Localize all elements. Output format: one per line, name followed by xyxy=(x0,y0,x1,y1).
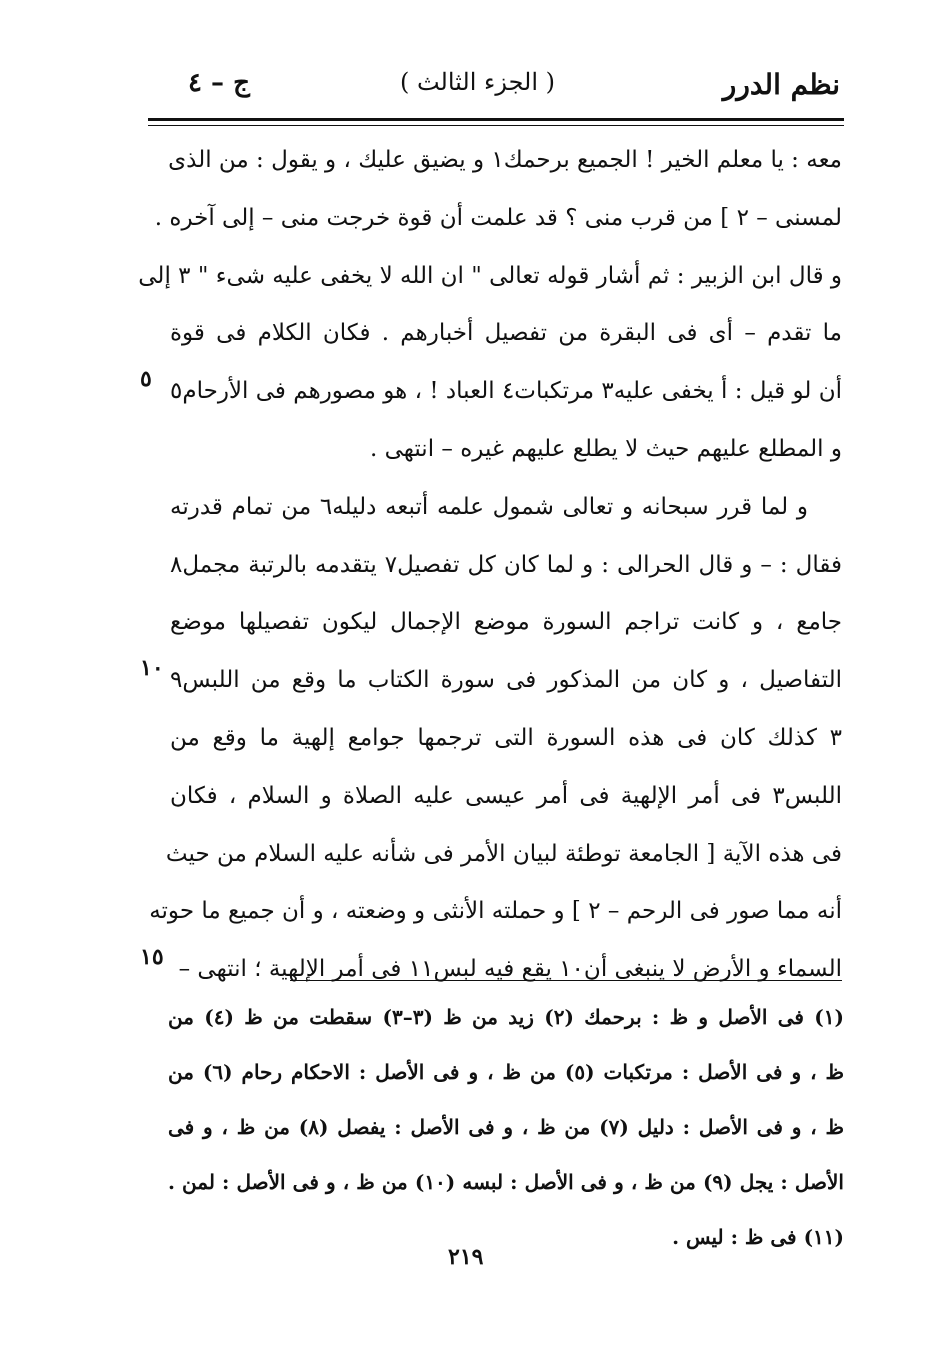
footnote-line: ظ ، و فى الأصل : دليل (٧) من ظ ، و فى الأصل : يفصل (٨) من ظ ، و فى xyxy=(168,1115,844,1139)
text-line: معه : يا معلم الخير ! الجميع برحمك١ و يضيق عليك ، و يقول : من الذى xyxy=(168,147,842,173)
page-number: ٢١٩ xyxy=(448,1244,484,1270)
text-line: اللبس٣ فى أمر الإلهية فى أمر عيسى عليه الصلاة و السلام ، فكان xyxy=(170,782,842,809)
footnote-line: (١١) فى ظ : ليس . xyxy=(672,1225,844,1249)
line-number: ٥ xyxy=(140,366,152,392)
text-line: و قال ابن الزبير : ثم أشار قوله تعالى " ان الله لا يخفى عليه شىء " ٣ إلى xyxy=(138,262,842,289)
text-line: لمسنى – ٢ ] من قرب منى ؟ قد علمت أن قوة خرجت منى – إلى آخره . xyxy=(154,204,842,231)
text-line: ما تقدم – أى فى البقرة من تفصيل أخبارهم . فكان الكلام فى قوة xyxy=(170,320,842,347)
text-line: ٣ كذلك كان فى هذه السورة التى ترجمها جوامع إلهية ما وقع من xyxy=(170,724,842,751)
footnotes xyxy=(168,990,844,1265)
book-title: نظم الدرر xyxy=(722,68,840,101)
header-rule-thin xyxy=(148,125,844,126)
text-line: فى هذه الآية [ الجامعة توطئة لبيان الأمر فى شأنه عليه السلام من حيث xyxy=(165,840,842,867)
text-line: و لما قرر سبحانه و تعالى شمول علمه أتبعه دليله٦ من تمام قدرته xyxy=(170,493,808,520)
line-number: ١٠ xyxy=(140,655,164,681)
footnote-line: (١) فى الأصل و ظ : برحمك (٢) زيد من ظ (٣–٣) سقطت من ظ (٤) من xyxy=(168,1005,844,1029)
footnote-line: ظ ، و فى الأصل : مرتكبات (٥) من ظ ، و فى الأصل : الاحكام رحام (٦) من xyxy=(168,1060,844,1084)
footnote-line: الأصل : يجل (٩) من ظ ، و فى الأصل : لبسه (١٠) من ظ ، و فى الأصل : لمن . xyxy=(168,1170,844,1194)
text-line: جامع ، و كانت تراجم السورة موضع الإجمال ليكون تفصيلها موضع xyxy=(170,609,842,636)
text-line: فقال : – و قال الحرالى : و لما كان كل تفصيل٧ يتقدمه بالرتبة مجمل٨ xyxy=(170,551,842,578)
part-label: ( الجزء الثالث ) xyxy=(400,68,556,96)
running-header xyxy=(140,62,840,112)
header-rule-thick xyxy=(148,118,844,121)
footnote-separator xyxy=(290,980,842,981)
volume-label: ج – ٤ xyxy=(188,68,250,98)
text-line: أنه مما صور فى الرحم – ٢ ] و حملته الأنثى و وضعته ، و أن جميع ما حوته xyxy=(149,898,842,925)
text-line: التفاصيل ، و كان من المذكور فى سورة الكتاب ما وقع من اللبس٩ xyxy=(170,667,842,694)
text-line: أن لو قيل : أ يخفى عليه٣ مرتكبات٤ العباد ! ، هو مصورهم فى الأرحام٥ xyxy=(170,378,842,405)
line-number: ١٥ xyxy=(140,944,164,970)
text-line: السماء و الأرض لا ينبغى أن١٠ يقع فيه لبس١١ فى أمر الإلهية ؛ انتهى – xyxy=(178,956,842,983)
text-line: و المطلع عليهم حيث لا يطلع عليهم غيره – انتهى . xyxy=(369,435,842,462)
